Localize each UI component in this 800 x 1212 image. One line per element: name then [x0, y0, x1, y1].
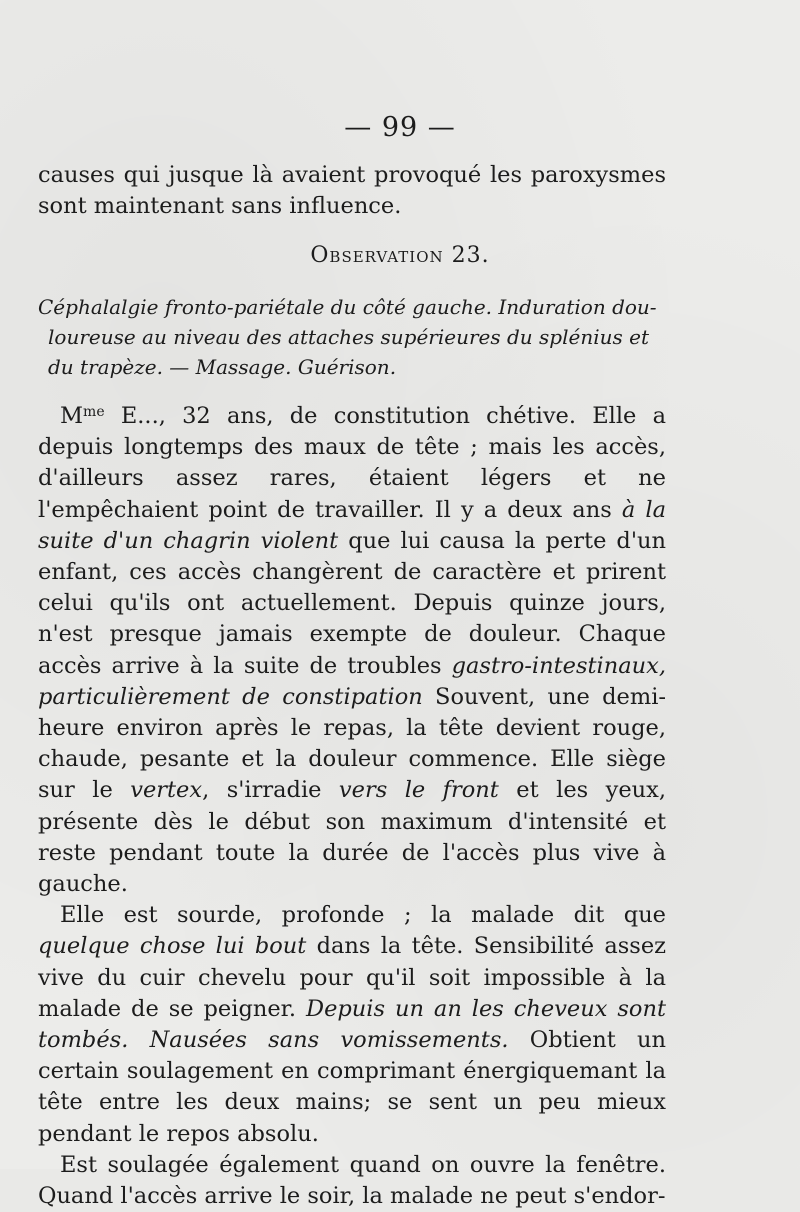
p2-text-c: Obtient un certain soulagement en comprimant énergiquemant la tête entre les deux mains; se sent un peu mieux pendant le repos absolu. [38, 1027, 666, 1147]
p1-text-c: Souvent, une demi-heure environ après le repas, la tête devient rouge, chaude, pesante et la douleur commence. Elle siège sur le [38, 683, 666, 804]
observation-heading: Observation 23. [310, 243, 490, 268]
summary-line-1: Céphalalgie fronto-pariétale du côté gauche. Induration dou- [38, 295, 657, 319]
case-body [38, 397, 666, 1212]
p2-text-b: dans la tête. Sensibilité assez vive du cuir chevelu pour qu'il soit impossible à la malade de se peigner. [38, 933, 666, 1022]
p1-emphasis-a: à la suite d'un chagrin violent [38, 496, 666, 554]
p2-text-a: Elle est sourde, profonde ; la malade dit que [60, 902, 666, 929]
p1-emphasis-b: gastro-intestinaux, particulièrement de constipation [38, 652, 666, 710]
page-number: — 99 — [344, 112, 456, 143]
summary-line-2: loureuse au niveau des attaches supérieures du splénius et [48, 325, 649, 349]
p1-text-d: , s'irradie [202, 777, 339, 804]
paragraph-2 [38, 900, 666, 1150]
p1-text-a: E..., 32 ans, de constitution chétive. Elle a depuis longtemps des maux de tête ; mais les accès, d'ailleurs assez rares, étaient légers et ne l'empêchaient point de travailler. Il y a deux ans [38, 403, 666, 523]
p1-emphasis-d: vers le front [338, 777, 499, 804]
summary-line-3: du trapèze. — Massage. Guérison. [48, 355, 397, 379]
patient-name-main: M [60, 403, 84, 429]
patient-name-sup: me [83, 404, 105, 420]
paragraph-3: Est soulagée également quand on ouvre la fenêtre. Quand l'accès arrive le soir, la malade ne peut s'endor- [38, 1151, 666, 1210]
p2-emphasis-a: quelque chose lui bout [38, 933, 307, 960]
case-summary [38, 292, 666, 382]
paragraph-1 [38, 397, 666, 900]
p1-text-e: et les yeux, présente dès le début son maximum d'intensité et reste pendant toute la durée de l'accès plus vive à gauche. [38, 777, 666, 898]
p1-emphasis-c: vertex [130, 777, 203, 804]
opening-paragraph [38, 160, 666, 222]
p2-emphasis-b: Depuis un an les cheveux sont tombés. Nausées sans vomissements. [38, 995, 667, 1054]
p1-text-b: que lui causa la perte d'un enfant, ces accès changèrent de caractère et prirent celui qu'ils ont actuellement. Depuis quinze jours, n'est presque jamais exempte de douleur. Chaque accès arrive à la suite de troubles [38, 527, 666, 679]
opening-text: causes qui jusque là avaient provoqué les paroxysmes sont maintenant sans influence. [38, 162, 666, 220]
